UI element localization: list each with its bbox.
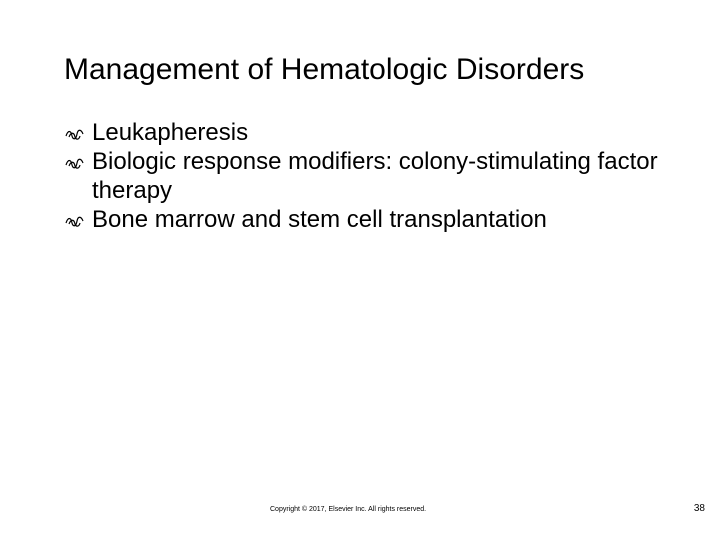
copyright-footer: Copyright © 2017, Elsevier Inc. All rights reserved. (270, 506, 427, 513)
bullet-item (64, 205, 684, 234)
wave-bullet-icon (64, 125, 86, 141)
wave-bullet-icon (64, 212, 86, 228)
bullet-text: Biologic response modifiers: colony-stimulating factor therapy (92, 148, 658, 204)
page-number: 38 (693, 503, 705, 514)
bullet-text: Leukapheresis (92, 119, 249, 146)
bullet-item (64, 147, 684, 205)
bullet-list (64, 118, 684, 234)
slide-title: Management of Hematologic Disorders (64, 53, 585, 86)
bullet-item (64, 118, 684, 147)
bullet-text: Bone marrow and stem cell transplantation (92, 206, 547, 233)
wave-bullet-icon (64, 154, 86, 170)
